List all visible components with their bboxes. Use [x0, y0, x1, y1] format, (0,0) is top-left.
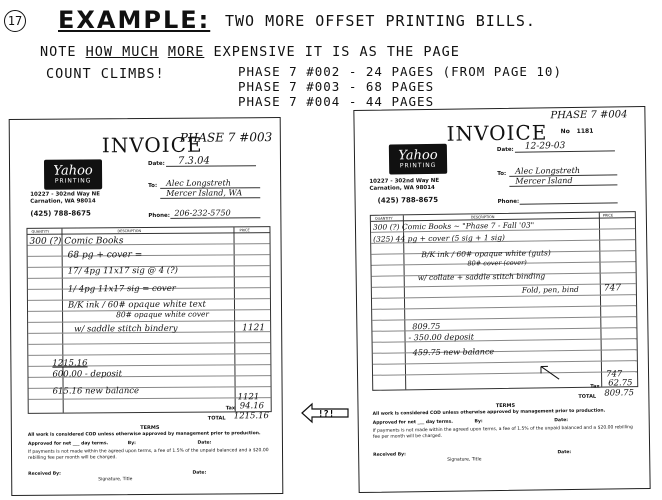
line-item: 809.75 — [412, 321, 441, 332]
date-label: Date: — [147, 160, 165, 167]
address-line: Carnation, WA 98014 — [30, 198, 96, 205]
arrow-up-left-icon — [537, 363, 561, 381]
row-line — [372, 305, 636, 310]
line-item: 1/ 4pg 11x17 sig = cover — [67, 283, 176, 295]
col-quantity: QUANTITY — [31, 229, 50, 234]
approved-label: Approved for net ___ day terms. — [372, 419, 454, 426]
line-item: 300 (?) Comic Books ~ "Phase 7 - Fall '03" — [372, 220, 535, 232]
invoice-phase7-003 — [9, 117, 284, 496]
line-item: w/ collate + saddle stitch binding — [417, 271, 546, 283]
line-item: 68 pg + cover = — [67, 250, 143, 261]
note-space — [159, 44, 168, 60]
line-item: 17/ 4pg 11x17 sig @ 4 (?) — [67, 265, 179, 277]
arrow-text: !?! — [318, 409, 335, 420]
line-item: 600.00 - deposit — [52, 369, 123, 380]
line-item: B/K ink / 60# opaque white text — [67, 299, 206, 311]
invoice-phase7-004 — [353, 106, 650, 493]
line-item: 300 (?) Comic Books — [29, 236, 124, 247]
yahoo-printing-logo — [389, 144, 447, 175]
phase-item: PHASE 7 #003 - 68 PAGES — [238, 79, 435, 94]
invoice-no: 1181 — [576, 127, 594, 135]
yahoo-printing-logo — [44, 159, 102, 189]
row-line — [372, 283, 636, 288]
tax-value: 94.16 — [239, 401, 265, 412]
line-item: - 350.00 deposit — [408, 332, 475, 343]
to-value-2: Mercer Island, WA — [166, 188, 243, 198]
date-label: Date: — [496, 146, 514, 154]
logo-name: Yahoo — [398, 147, 438, 164]
col-quantity: QUANTITY — [374, 216, 393, 221]
col-price: PRICE — [239, 228, 250, 233]
tax-label: Tax — [590, 383, 600, 390]
to-value: Alec Longstreth — [515, 165, 581, 176]
line-item: w/ saddle stitch bindery — [74, 323, 178, 335]
to-value-2: Mercer Island — [515, 176, 573, 186]
terms-heading: TERMS — [140, 424, 160, 432]
col-description: DESCRIPTION — [117, 229, 142, 234]
line-item: 615.16 new balance — [52, 386, 140, 397]
received-label: Received By: — [373, 452, 406, 458]
date-value: 12-29-03 — [524, 141, 566, 152]
company-phone: (425) 788-8675 — [377, 195, 439, 205]
tax-label: Tax — [225, 405, 236, 412]
terms-text: All work is considered COD unless otherwise approved by management prior to production. — [372, 408, 606, 417]
note-text: NOTE — [40, 44, 86, 60]
total-label: TOTAL — [207, 415, 226, 422]
row-line — [372, 294, 636, 299]
date-label-3: Date: — [557, 450, 572, 456]
row-line — [372, 316, 636, 321]
row-line — [373, 360, 637, 365]
terms-heading: TERMS — [495, 402, 516, 410]
address-line: Carnation, WA 98014 — [369, 184, 435, 192]
line-item: 80# opaque white cover — [116, 309, 210, 320]
approved-label: Approved for net ___ day terms. — [27, 441, 109, 447]
fine-print: If payments is not made within the agreed upon terms, a fee of 1.5% of the unpaid balanced and a $20.00 rebilling fee per month will be charged. — [372, 425, 633, 440]
phase-list — [238, 64, 562, 109]
received-label: Received By: — [28, 471, 61, 477]
date-label-3: Date: — [192, 470, 207, 476]
line-item: B/K ink / 60# opaque white (guts) — [421, 248, 551, 260]
line-item: (325) 44 pg + cover (5 sig + 1 sig) — [373, 232, 506, 244]
invoice-phase-tag: PHASE 7 #004 — [550, 109, 628, 122]
by-label: By: — [474, 419, 483, 425]
to-value: Alec Longstreth — [166, 178, 231, 188]
note-emphasis-more: MORE — [167, 44, 205, 60]
subtotal-value: 747 — [605, 369, 623, 380]
arrow-annotation — [300, 402, 352, 424]
phone-line — [520, 202, 618, 204]
date-label-2: Date: — [554, 418, 569, 424]
to-label: To: — [148, 182, 158, 189]
invoice-title: INVOICE — [101, 132, 203, 158]
col-price: PRICE — [602, 213, 614, 218]
address-line: 10227 - 302nd Way NE — [30, 191, 101, 198]
note-text-rest: EXPENSIVE IT IS AS THE PAGE — [204, 44, 460, 60]
page-subtitle: TWO MORE OFFSET PRINTING BILLS. — [225, 12, 536, 30]
invoice-no-label: No — [560, 128, 570, 136]
company-phone: (425) 788-8675 — [30, 209, 91, 218]
company-address — [369, 178, 439, 193]
company-address — [30, 191, 100, 205]
invoice-phase-tag: PHASE 7 #003 — [179, 130, 273, 145]
total-label: TOTAL — [578, 393, 597, 400]
note-line-1 — [40, 44, 460, 60]
terms-block — [28, 424, 272, 484]
invoice-title: INVOICE — [446, 120, 548, 146]
line-items-table — [26, 226, 271, 414]
note-line-2: COUNT CLIMBS! — [46, 66, 165, 82]
line-items-table — [370, 211, 638, 391]
total-value: 809.75 — [604, 388, 635, 399]
note-emphasis-how-much: HOW MUCH — [85, 44, 159, 60]
by-label: By: — [127, 441, 136, 447]
phone-label: Phone: — [148, 212, 170, 219]
tax-value: 62.75 — [608, 378, 633, 389]
terms-text: All work is considered COD unless otherwise approved by management prior to production. — [27, 431, 261, 438]
total-value: 1215.16 — [233, 411, 269, 422]
signature-label: Signature, Title — [447, 457, 482, 463]
fine-print: If payments is not made within the agreed upon terms, a fee of 1.5% of the unpaid balanced and a $20.00 rebilling fee per month will be charged. — [27, 448, 269, 461]
row-line — [373, 371, 637, 376]
col-description: DESCRIPTION — [470, 215, 495, 220]
line-item: 1215.16 — [52, 358, 88, 369]
page-title: EXAMPLE: — [58, 6, 211, 34]
line-item: 80# cover (cover) — [467, 258, 527, 268]
phone-label: Phone: — [497, 198, 520, 206]
line-item-price: 1121 — [242, 323, 266, 334]
date-value: 7.3.04 — [177, 155, 210, 167]
page-number: 17 — [4, 10, 26, 32]
to-label: To: — [497, 170, 507, 178]
line-item-price: 747 — [603, 283, 622, 294]
date-label-2: Date: — [197, 440, 212, 446]
logo-sub: PRINTING — [54, 177, 92, 185]
phone-value: 206-232-5750 — [174, 208, 231, 218]
logo-name: Yahoo — [53, 163, 93, 179]
signature-label: Signature, Title — [98, 477, 133, 483]
terms-block — [372, 401, 639, 465]
line-item: Fold, pen, bind — [521, 284, 579, 295]
subtotal-value: 1121 — [237, 392, 260, 403]
address-line: 10227 - 302nd Way NE — [369, 177, 440, 185]
logo-sub: PRINTING — [399, 161, 437, 170]
phase-item: PHASE 7 #004 - 44 PAGES — [238, 94, 435, 109]
line-item: 459.75 new balance — [412, 347, 495, 358]
phase-item: PHASE 7 #002 - 24 PAGES (FROM PAGE 10) — [238, 64, 562, 79]
